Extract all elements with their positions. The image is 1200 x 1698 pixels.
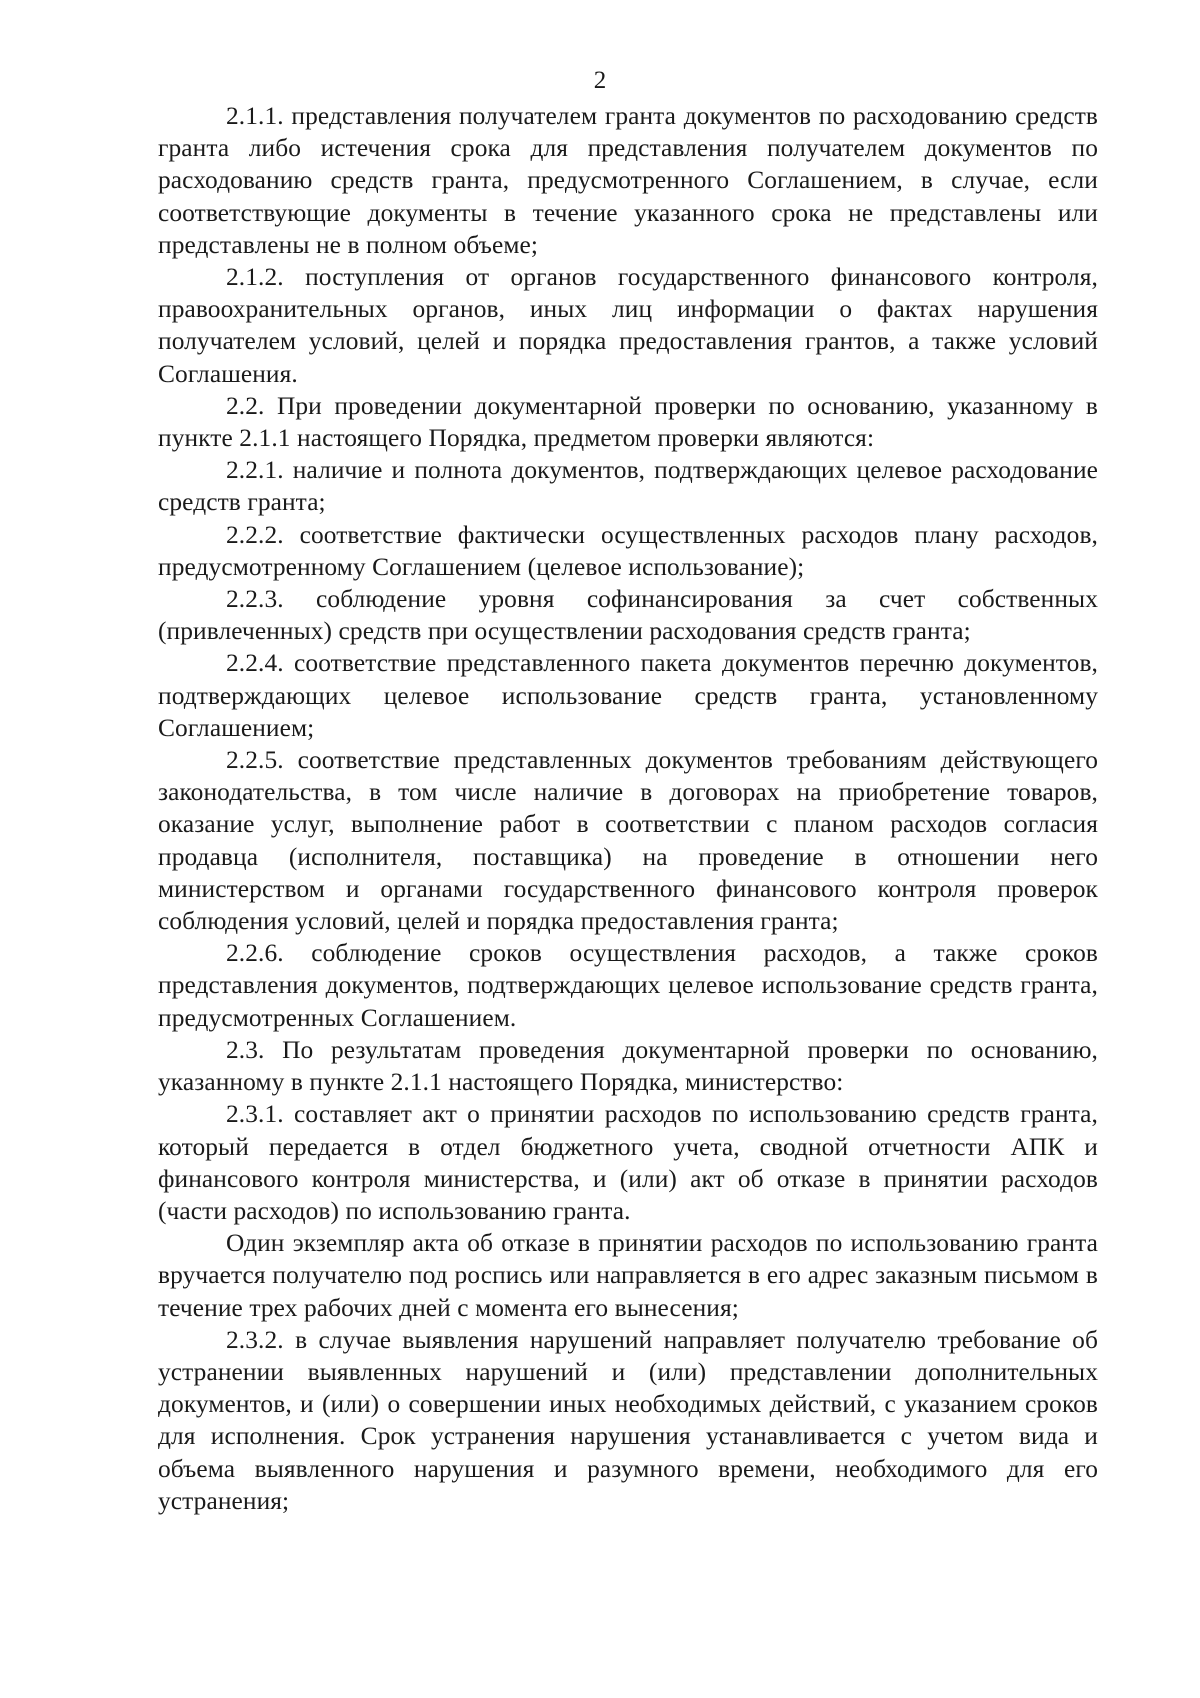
paragraph-2-3: 2.3. По результатам проведения документарной проверки по основанию, указанному в пункте 2.1.1 настоящего Порядка, министерство: bbox=[158, 1035, 1098, 1097]
page-number: 2 bbox=[593, 67, 607, 94]
paragraph-act-copy: Один экземпляр акта об отказе в принятии расходов по использованию гранта вручается получателю под роспись или направляется в его адрес заказным письмом в течение трех рабочих дней с момента его вынесения; bbox=[158, 1229, 1098, 1322]
paragraph-2-3-2: 2.3.2. в случае выявления нарушений направляет получателю требование об устранении выявленных нарушений и (или) представлении дополнительных документов, и (или) о совершении иных необходимых действий, с указанием сроков для исполнения. Срок устранения нарушения устанавливается с учетом вида и объема выявленного нарушения и разумного времени, необходимого для его устранения; bbox=[158, 1325, 1098, 1515]
document-body bbox=[158, 100, 1098, 1517]
paragraph-2-2-1: 2.2.1. наличие и полнота документов, подтверждающих целевое расходование средств гранта; bbox=[158, 456, 1098, 517]
paragraph-2-3-1: 2.3.1. составляет акт о принятии расходов по использованию средств гранта, который передается в отдел бюджетного учета, сводной отчетности АПК и финансового контроля министерства, и (или) акт об отказе в принятии расходов (части расходов) по использованию гранта. bbox=[158, 1100, 1098, 1225]
paragraph-2-2-4: 2.2.4. соответствие представленного пакета документов перечню документов, подтверждающих целевое использование средств гранта, установленному Соглашением; bbox=[158, 649, 1098, 742]
paragraph-2-1-2: 2.1.2. поступления от органов государственного финансового контроля, правоохранительных органов, иных лиц информации о фактах нарушения получателем условий, целей и порядка предоставления грантов, а также условий Соглашения. bbox=[158, 263, 1098, 388]
paragraph-2-2-6: 2.2.6. соблюдение сроков осуществления расходов, а также сроков представления документов, подтверждающих целевое использование средств гранта, предусмотренных Соглашением. bbox=[158, 939, 1098, 1032]
paragraph-2-1-1: 2.1.1. представления получателем гранта документов по расходованию средств гранта либо истечения срока для представления получателем документов по расходованию средств гранта, предусмотренного Соглашением, в случае, если соответствующие документы в течение указанного срока не представлены или представлены не в полном объеме; bbox=[158, 102, 1098, 259]
paragraph-2-2-3: 2.2.3. соблюдение уровня софинансирования за счет собственных (привлеченных) средств при осуществлении расходования средств гранта; bbox=[158, 585, 1098, 646]
paragraph-2-2: 2.2. При проведении документарной проверки по основанию, указанному в пункте 2.1.1 настоящего Порядка, предметом проверки являются: bbox=[158, 391, 1098, 453]
paragraph-2-2-2: 2.2.2. соответствие фактически осуществленных расходов плану расходов, предусмотренному Соглашением (целевое использование); bbox=[158, 520, 1098, 581]
paragraph-2-2-5: 2.2.5. соответствие представленных документов требованиям действующего законодательства, в том числе наличие в договорах на приобретение товаров, оказание услуг, выполнение работ в соответствии с планом расходов согласия продавца (исполнителя, поставщика) на проведение в отношении него министерством и органами государственного финансового контроля проверок соблюдения условий, целей и порядка предоставления гранта; bbox=[158, 746, 1098, 936]
